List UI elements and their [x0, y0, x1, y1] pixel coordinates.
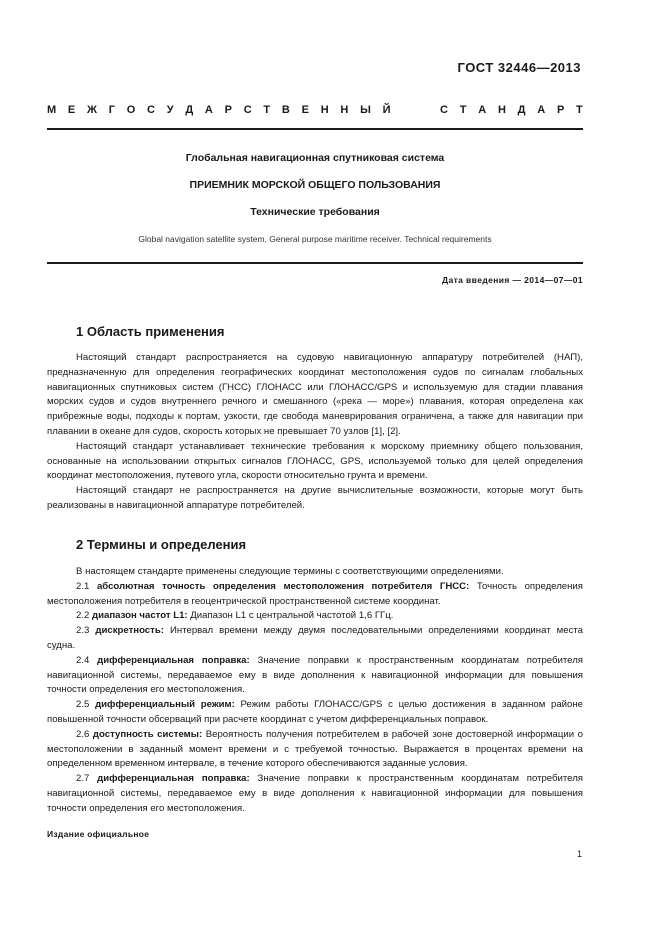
- section-1-heading: 1 Область применения: [76, 324, 225, 339]
- interstate-letter: Н: [497, 104, 506, 116]
- term-number: 2.5: [76, 699, 90, 711]
- interstate-letter: Ы: [360, 104, 371, 116]
- term-definition: Режим работы ГЛОНАСС/GPS с целью достижения в заданном районе повышенной точности обсерваций при расчете координат с учетом дифференциальных поправок.: [47, 699, 584, 725]
- term-name: дифференциальная поправка:: [97, 773, 250, 785]
- interstate-letter: Д: [185, 104, 194, 116]
- title-system: Глобальная навигационная спутниковая система: [185, 152, 445, 164]
- term-name: дифференциальный режим:: [95, 699, 235, 711]
- interstate-letter: Р: [556, 104, 565, 116]
- title-divider: [47, 262, 583, 264]
- term-definition: Вероятность получения потребителем в рабочей зоне достоверной информации о местоположении в заданный момент времени и с требуемой точностью. Выражается в процентах времени на определенном временном интервале, в течение которого обеспечиваются заданные условия.: [47, 728, 583, 770]
- term-entry: [47, 772, 583, 816]
- term-name: дискретность:: [95, 625, 164, 637]
- interstate-letter: Т: [576, 104, 583, 116]
- term-definition: Диапазон L1 с центральной частотой 1,6 ГГц.: [190, 610, 394, 622]
- official-edition-note: Издание официальное: [47, 829, 150, 839]
- term-number: 2.1: [76, 580, 90, 592]
- interstate-letter: А: [204, 104, 213, 116]
- paragraph: В настоящем стандарте применены следующие термины с соответствующими определениями.: [76, 566, 504, 577]
- top-divider: [47, 128, 583, 130]
- title-english: Global navigation satellite system. General purpose maritime receiver. Technical requirements: [138, 234, 492, 244]
- term-definition: Интервал времени между двумя последовательными определениями координат места судна.: [47, 625, 583, 651]
- word-gap: [402, 104, 428, 116]
- interstate-letter: А: [478, 104, 487, 116]
- interstate-letter: Е: [67, 104, 76, 116]
- term-name: абсолютная точность определения местоположения потребителя ГНСС:: [96, 580, 470, 592]
- term-entry: [47, 654, 583, 698]
- term-name: дифференциальная поправка:: [97, 654, 250, 666]
- title-name: ПРИЕМНИК МОРСКОЙ ОБЩЕГО ПОЛЬЗОВАНИЯ: [189, 179, 441, 191]
- paragraph: Настоящий стандарт не распространяется на другие вычислительные возможности, которые могут быть реализованы в навигационной аппаратуре потребителей.: [47, 485, 583, 511]
- term-number: 2.7: [76, 773, 90, 785]
- introduction-date: Дата введения — 2014—07—01: [442, 275, 583, 285]
- term-name: доступность системы:: [92, 728, 203, 740]
- term-definition: Значение поправки к пространственным координатам потребителя навигационной системы, передаваемое ему в виде дополнения к навигационной информации для повышения точности определения его местоположения.: [47, 773, 583, 814]
- term-number: 2.6: [76, 728, 90, 740]
- paragraph: Настоящий стандарт распространяется на судовую навигационную аппаратуру потребителей (НАП), предназначенную для определения географических координат местоположения судов по сигналам глобальных навигационных спутниковых систем (ГНСС) ГЛОНАСС или ГЛОНАСС/GPS и используемую для стадии плавания морских судов и судов внутреннего речного и смешанного («река — море») плавания, которая определена как прибрежные воды, подходы к портам, узкости, где свобода маневрирования ограничена, а также для навигации при плавании в океане для судов, скорость которых не превышает 70 узлов [1], [2].: [47, 352, 583, 437]
- term-number: 2.2: [76, 610, 90, 622]
- interstate-letter: Н: [340, 104, 349, 116]
- interstate-letter: С: [440, 104, 448, 116]
- interstate-letter: Д: [517, 104, 526, 116]
- interstate-letter: М: [47, 104, 57, 116]
- interstate-letter: Т: [459, 104, 467, 116]
- term-definition: Точность определения местоположения потребителя в геоцентрической пространственной системе координат.: [47, 580, 583, 607]
- term-entry: [47, 624, 583, 654]
- interstate-letter: У: [166, 104, 174, 116]
- interstate-letter: Т: [263, 104, 271, 116]
- paragraph: Настоящий стандарт устанавливает технические требования к морскому приемнику общего пользования, основанные на использовании открытых сигналов ГЛОНАСС, GPS, используемой только для целей определения координат местоположения, путевого угла, скорости относительно грунта и времени.: [47, 440, 583, 482]
- term-entry: [47, 728, 583, 772]
- interstate-letter: Ж: [87, 104, 97, 116]
- interstate-letter: Й: [382, 104, 391, 116]
- term-entry: [47, 698, 583, 728]
- interstate-letter: Г: [108, 104, 115, 116]
- interstate-letter: В: [281, 104, 290, 116]
- interstate-letter: Н: [320, 104, 329, 116]
- document-code: ГОСТ 32446—2013: [457, 60, 581, 75]
- term-definition: Значение поправки к пространственным координатам потребителя навигационной системы, передаваемое ему в виде дополнения к навигационной информации для повышения точности определения его местоположения.: [47, 654, 583, 696]
- section-2-heading: 2 Термины и определения: [76, 537, 247, 552]
- term-number: 2.3: [76, 625, 90, 637]
- section-2-body: [47, 565, 583, 817]
- page-number: 1: [576, 849, 582, 859]
- title-type: Технические требования: [250, 206, 380, 218]
- interstate-standard-heading: [47, 104, 583, 116]
- term-name: диапазон частот L1:: [92, 610, 188, 622]
- interstate-letter: А: [537, 104, 546, 116]
- term-number: 2.4: [76, 654, 90, 666]
- interstate-letter: О: [126, 104, 136, 116]
- interstate-letter: С: [147, 104, 155, 116]
- term-entry: [47, 580, 583, 610]
- section-1-body: [47, 351, 583, 514]
- term-entry: [47, 609, 583, 624]
- interstate-letter: Е: [301, 104, 309, 116]
- interstate-letter: Р: [224, 104, 232, 116]
- interstate-letter: С: [243, 104, 252, 116]
